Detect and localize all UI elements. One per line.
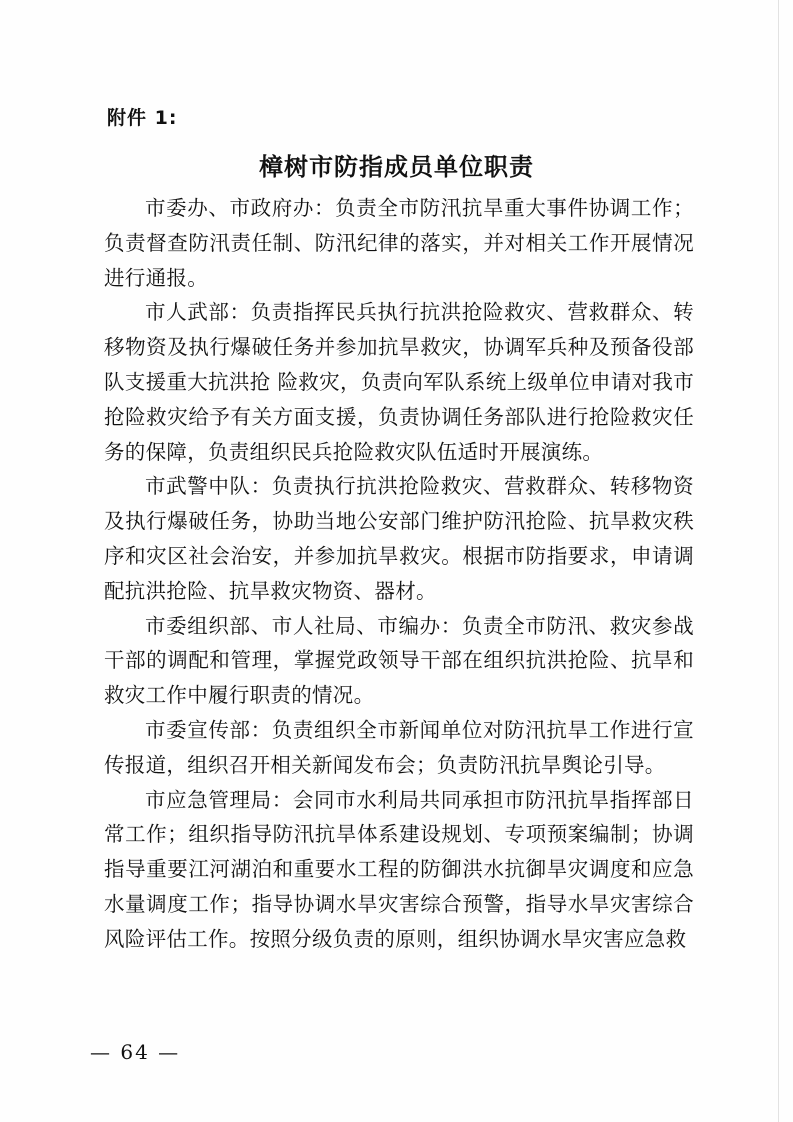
paragraph-municipal-offices: 市委办、市政府办：负责全市防汛抗旱重大事件协调工作；负责督查防汛责任制、防汛纪律的落实，并对相关工作开展情况进行通报。 — [104, 196, 694, 290]
attachment-label: 附件 1: — [107, 107, 178, 129]
document-title: 樟树市防指成员单位职责 — [259, 152, 534, 181]
paragraph-armed-police-squadron: 市武警中队：负责执行抗洪抢险救灾、营救群众、转移物资及执行爆破任务，协助当地公安部门维护防汛抢险、抗旱救灾秩序和灾区社会治安，并参加抗旱救灾。根据市防指要求，申请调配抗洪抢险、抗旱救灾物资、器材。 — [104, 474, 694, 603]
paragraph-publicity-department: 市委宣传部：负责组织全市新闻单位对防汛抗旱工作进行宣传报道，组织召开相关新闻发布会；负责防汛抗旱舆论引导。 — [104, 717, 694, 777]
paragraph-emergency-management-bureau: 市应急管理局：会同市水利局共同承担市防汛抗旱指挥部日常工作；组织指导防汛抗旱体系建设规划、专项预案编制；协调指导重要江河湖泊和重要水工程的防御洪水抗御旱灾调度和应急水量调度工作；指导协调水旱灾害综合预警，指导水旱灾害综合风险评估工作。按照分级负责的原则，组织协调水旱灾害应急救 — [104, 787, 694, 951]
document-body — [104, 191, 694, 957]
paragraph-organization-department: 市委组织部、市人社局、市编办：负责全市防汛、救灾参战干部的调配和管理，掌握党政领导干部在组织抗洪抢险、抗旱和救灾工作中履行职责的情况。 — [104, 613, 694, 708]
page-number: — 64 — — [90, 1040, 181, 1064]
paragraph-armed-forces-department: 市人武部：负责指挥民兵执行抗洪抢险救灾、营救群众、转移物资及执行爆破任务并参加抗旱救灾，协调军兵种及预备役部队支援重大抗洪抢 险救灾，负责向军队系统上级单位申请对我市抢险救灾给予有关方面支援，负责协调任务部队进行抢险救灾任务的保障，负责组织民兵抢险救灾队伍适时开展演练。 — [104, 300, 694, 464]
